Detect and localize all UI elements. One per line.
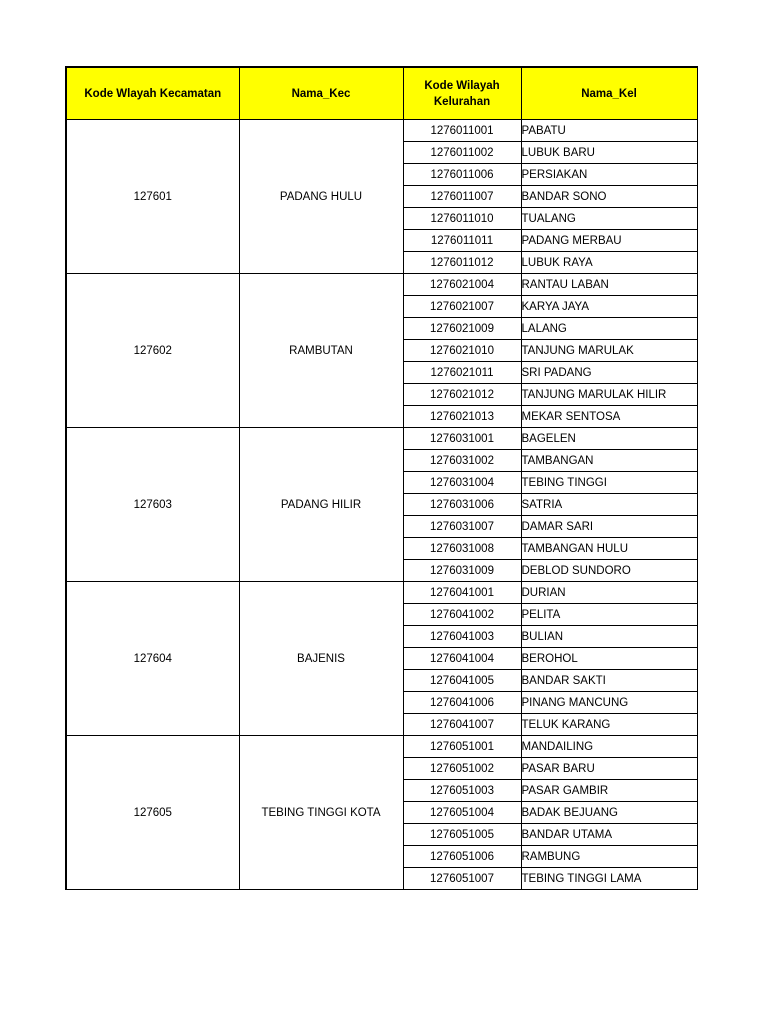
header-nama-kel: Nama_Kel	[521, 67, 697, 120]
kelurahan-name-cell: SATRIA	[521, 494, 697, 516]
table-body	[66, 120, 697, 890]
kelurahan-code-cell: 1276051003	[403, 780, 521, 802]
kelurahan-code-cell: 1276041007	[403, 714, 521, 736]
kelurahan-code-cell: 1276011012	[403, 252, 521, 274]
header-kode-kelurahan: Kode Wilayah Kelurahan	[403, 67, 521, 120]
kelurahan-name-cell: SRI PADANG	[521, 362, 697, 384]
table-row	[66, 274, 697, 296]
kelurahan-code-cell: 1276021010	[403, 340, 521, 362]
kecamatan-code-cell: 127602	[66, 274, 239, 428]
kelurahan-code-cell: 1276051006	[403, 846, 521, 868]
kelurahan-code-cell: 1276051001	[403, 736, 521, 758]
kelurahan-code-cell: 1276051007	[403, 868, 521, 890]
kelurahan-code-cell: 1276011010	[403, 208, 521, 230]
kelurahan-code-cell: 1276041001	[403, 582, 521, 604]
kecamatan-name-cell: PADANG HILIR	[239, 428, 403, 582]
kelurahan-code-cell: 1276021007	[403, 296, 521, 318]
kelurahan-name-cell: DAMAR SARI	[521, 516, 697, 538]
kelurahan-name-cell: PABATU	[521, 120, 697, 142]
kelurahan-name-cell: TANJUNG MARULAK HILIR	[521, 384, 697, 406]
kecamatan-code-cell: 127605	[66, 736, 239, 890]
kelurahan-name-cell: DEBLOD SUNDORO	[521, 560, 697, 582]
kelurahan-code-cell: 1276011002	[403, 142, 521, 164]
kelurahan-code-cell: 1276041005	[403, 670, 521, 692]
kelurahan-name-cell: TANJUNG MARULAK	[521, 340, 697, 362]
kelurahan-name-cell: PASAR BARU	[521, 758, 697, 780]
kelurahan-code-cell: 1276051004	[403, 802, 521, 824]
kecamatan-code-cell: 127601	[66, 120, 239, 274]
kelurahan-code-cell: 1276031007	[403, 516, 521, 538]
kecamatan-name-cell: RAMBUTAN	[239, 274, 403, 428]
kelurahan-code-cell: 1276031008	[403, 538, 521, 560]
kelurahan-name-cell: BANDAR SONO	[521, 186, 697, 208]
kelurahan-name-cell: PERSIAKAN	[521, 164, 697, 186]
kelurahan-name-cell: MEKAR SENTOSA	[521, 406, 697, 428]
kelurahan-code-cell: 1276041002	[403, 604, 521, 626]
kecamatan-name-cell: TEBING TINGGI KOTA	[239, 736, 403, 890]
kelurahan-name-cell: DURIAN	[521, 582, 697, 604]
kelurahan-code-cell: 1276051002	[403, 758, 521, 780]
kelurahan-name-cell: LUBUK RAYA	[521, 252, 697, 274]
kelurahan-code-cell: 1276051005	[403, 824, 521, 846]
kelurahan-name-cell: PINANG MANCUNG	[521, 692, 697, 714]
kelurahan-name-cell: PADANG MERBAU	[521, 230, 697, 252]
kelurahan-code-cell: 1276011011	[403, 230, 521, 252]
kelurahan-code-cell: 1276041003	[403, 626, 521, 648]
kelurahan-name-cell: BANDAR SAKTI	[521, 670, 697, 692]
kecamatan-name-cell: PADANG HULU	[239, 120, 403, 274]
kelurahan-code-cell: 1276041006	[403, 692, 521, 714]
header-nama-kec: Nama_Kec	[239, 67, 403, 120]
kelurahan-name-cell: TEBING TINGGI LAMA	[521, 868, 697, 890]
kecamatan-code-cell: 127603	[66, 428, 239, 582]
kelurahan-code-cell: 1276021004	[403, 274, 521, 296]
table-row	[66, 736, 697, 758]
kelurahan-name-cell: LALANG	[521, 318, 697, 340]
kelurahan-name-cell: KARYA JAYA	[521, 296, 697, 318]
kelurahan-code-cell: 1276021012	[403, 384, 521, 406]
kelurahan-name-cell: BAGELEN	[521, 428, 697, 450]
kelurahan-name-cell: TUALANG	[521, 208, 697, 230]
kelurahan-code-cell: 1276021011	[403, 362, 521, 384]
kelurahan-code-cell: 1276021009	[403, 318, 521, 340]
kelurahan-name-cell: BULIAN	[521, 626, 697, 648]
kelurahan-code-cell: 1276041004	[403, 648, 521, 670]
kelurahan-code-cell: 1276031006	[403, 494, 521, 516]
kelurahan-name-cell: MANDAILING	[521, 736, 697, 758]
kecamatan-code-cell: 127604	[66, 582, 239, 736]
kelurahan-name-cell: BADAK BEJUANG	[521, 802, 697, 824]
kelurahan-name-cell: TELUK KARANG	[521, 714, 697, 736]
kelurahan-code-cell: 1276011006	[403, 164, 521, 186]
header-kode-kecamatan: Kode Wlayah Kecamatan	[66, 67, 239, 120]
kelurahan-code-cell: 1276031001	[403, 428, 521, 450]
kelurahan-name-cell: PASAR GAMBIR	[521, 780, 697, 802]
kelurahan-code-cell: 1276021013	[403, 406, 521, 428]
kelurahan-name-cell: BEROHOL	[521, 648, 697, 670]
kelurahan-code-cell: 1276011001	[403, 120, 521, 142]
kelurahan-name-cell: RAMBUNG	[521, 846, 697, 868]
kelurahan-code-cell: 1276031009	[403, 560, 521, 582]
kelurahan-name-cell: TAMBANGAN	[521, 450, 697, 472]
header-row	[66, 67, 697, 120]
kelurahan-code-cell: 1276011007	[403, 186, 521, 208]
kelurahan-table	[65, 66, 698, 890]
table-row	[66, 428, 697, 450]
table-header	[66, 67, 697, 120]
table-row	[66, 120, 697, 142]
kelurahan-code-cell: 1276031004	[403, 472, 521, 494]
kelurahan-name-cell: TAMBANGAN HULU	[521, 538, 697, 560]
kelurahan-name-cell: LUBUK BARU	[521, 142, 697, 164]
kelurahan-name-cell: TEBING TINGGI	[521, 472, 697, 494]
kelurahan-code-cell: 1276031002	[403, 450, 521, 472]
kecamatan-name-cell: BAJENIS	[239, 582, 403, 736]
kelurahan-name-cell: BANDAR UTAMA	[521, 824, 697, 846]
kelurahan-name-cell: PELITA	[521, 604, 697, 626]
table-row	[66, 582, 697, 604]
kelurahan-name-cell: RANTAU LABAN	[521, 274, 697, 296]
